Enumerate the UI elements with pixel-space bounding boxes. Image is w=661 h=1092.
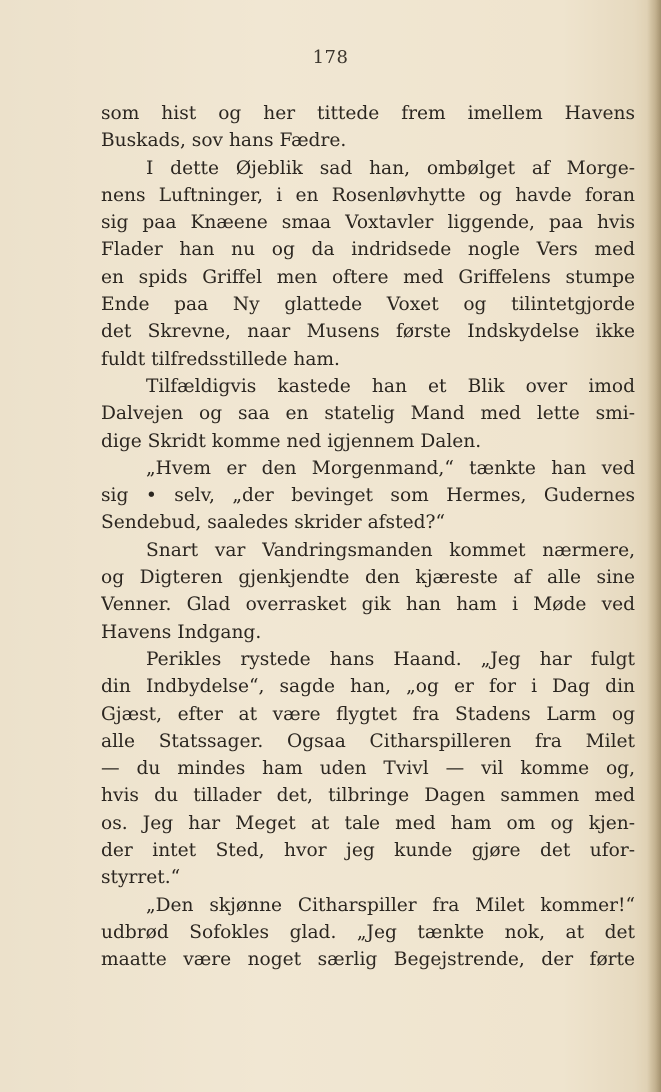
text-line: maatte være noget særlig Begejstrende, der førte <box>101 949 635 971</box>
text-line: „Den skjønne Citharspiller fra Milet kommer!“ <box>146 894 635 916</box>
text-line: os. Jeg har Meget at tale med ham om og kjen- <box>101 812 635 834</box>
text-line: Havens Indgang. <box>101 621 262 643</box>
page-edge-shadow <box>647 0 661 1092</box>
text-line: Perikles rystede hans Haand. „Jeg har fulgt <box>146 648 635 670</box>
text-line: Dalvejen og saa en statelig Mand med lette smi- <box>101 403 635 425</box>
text-line: Tilfældigvis kastede han et Blik over imod <box>146 375 635 397</box>
text-line: det Skrevne, naar Musens første Indskydelse ikke <box>101 321 635 343</box>
text-line: Gjæst, efter at være flygtet fra Stadens Larm og <box>101 703 635 725</box>
text-line: Buskads, sov hans Fædre. <box>101 130 347 152</box>
text-line: dige Skridt komme ned igjennem Dalen. <box>101 430 482 452</box>
text-line: Venner. Glad overrasket gik han ham i Møde ved <box>101 594 635 616</box>
text-line: I dette Øjeblik sad han, ombølget af Morge- <box>146 157 635 179</box>
text-line: Snart var Vandringsmanden kommet nærmere, <box>146 539 635 561</box>
text-line: fuldt tilfredsstillede ham. <box>101 348 340 370</box>
text-line: styrret.“ <box>101 867 181 889</box>
text-line: og Digteren gjenkjendte den kjæreste af alle sine <box>101 567 635 589</box>
text-line: „Hvem er den Morgenmand,“ tænkte han ved <box>146 457 635 479</box>
text-line: alle Statssager. Ogsaa Citharspilleren fra Milet <box>101 730 635 752</box>
text-line: som hist og her tittede frem imellem Havens <box>101 103 635 124</box>
text-line: — du mindes ham uden Tvivl — vil komme og, <box>101 758 635 780</box>
text-line: en spids Griffel men oftere med Griffelens stumpe <box>101 266 635 288</box>
text-line: udbrød Sofokles glad. „Jeg tænkte nok, at det <box>101 921 635 943</box>
text-line: der intet Sted, hvor jeg kunde gjøre det ufor- <box>101 840 635 862</box>
text-line: Flader han nu og da indridsede nogle Vers med <box>101 239 635 261</box>
page-number: 178 <box>312 47 349 68</box>
text-line: din Indbydelse“, sagde han, „og er for i Dag din <box>101 676 635 698</box>
text-line: Sendebud, saaledes skrider afsted?“ <box>101 512 445 534</box>
text-line: hvis du tillader det, tilbringe Dagen sammen med <box>101 785 635 807</box>
text-line: Ende paa Ny glattede Voxet og tilintetgjorde <box>101 294 635 316</box>
text-line: sig paa Knæene smaa Voxtavler liggende, paa hvis <box>101 212 635 234</box>
text-line: nens Luftninger, i en Rosenløvhytte og havde foran <box>101 184 635 206</box>
text-line: sig • selv, „der bevinget som Hermes, Gudernes <box>101 485 635 507</box>
body-text <box>101 100 635 974</box>
